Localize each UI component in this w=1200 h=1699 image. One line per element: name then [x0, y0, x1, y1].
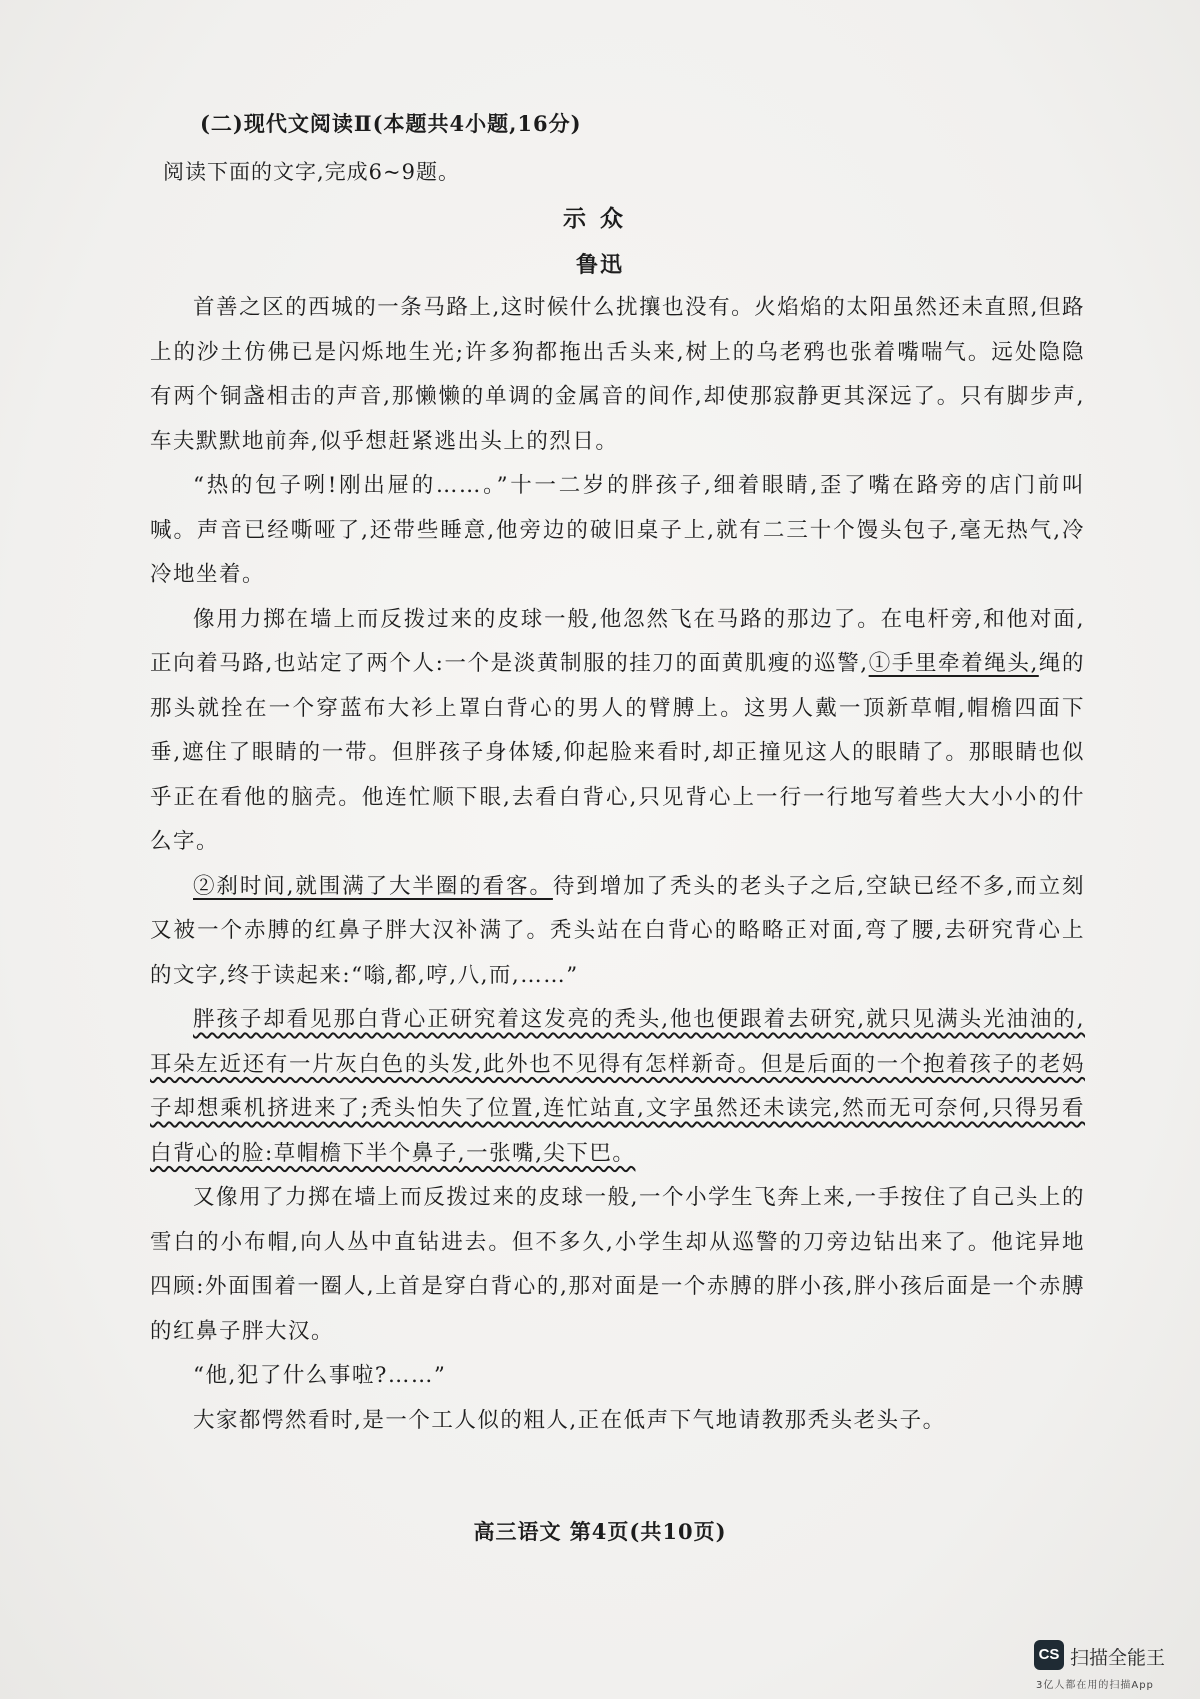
scanner-watermark	[1034, 1640, 1184, 1690]
watermark-app-name: 扫描全能王	[1070, 1647, 1166, 1669]
paragraph-1: 首善之区的西城的一条马路上,这时候什么扰攘也没有。火焰焰的太阳虽然还未直照,但路上的沙土仿佛已是闪烁地生光;许多狗都拖出舌头来,树上的乌老鸦也张着嘴喘气。远处隐隐有两个铜盏相击的声音,那懒懒的单调的金属音的间作,却使那寂静更其深远了。只有脚步声,车夫默默地前奔,似乎想赶紧逃出头上的烈日。	[150, 295, 1085, 454]
paragraph-3	[150, 598, 1085, 865]
paragraph-5-wavy-underlined	[150, 998, 1085, 1176]
wavy-underlined-passage: 胖孩子却看见那白背心正研究着这发亮的秃头,他也便跟着去研究,就只见满头光油油的,耳朵左近还有一片灰白色的头发,此外也不见得有怎样新奇。但是后面的一个抱着孩子的老妈子却想乘机挤进来了;秃头怕失了位置,连忙站直,文字虽然还未读完,然而无可奈何,只得另看白背心的脸:草帽檐下半个鼻子,一张嘴,尖下巴。	[150, 1007, 1085, 1166]
paragraph-4-text: 待到增加了秃头的老头子之后,空缺已经不多,而立刻又被一个赤膊的红鼻子胖大汉补满了。秃头站在白背心的略略正对面,弯了腰,去研究背心上的文字,终于读起来:“嗡,都,哼,八,而,……”	[150, 873, 1086, 988]
page-footer: 高三语文 第4页(共10页)	[473, 1519, 727, 1544]
paragraph-7: “他,犯了什么事啦?……”	[193, 1363, 447, 1388]
underlined-sentence-1: ①手里牵着绳头,	[868, 651, 1039, 676]
watermark-tagline: 3亿人都在用的扫描App	[1036, 1680, 1154, 1691]
paragraph-2: “热的包子咧!刚出屉的……。”十一二岁的胖孩子,细着眼睛,歪了嘴在路旁的店门前叫喊。声音已经嘶哑了,还带些睡意,他旁边的破旧桌子上,就有二三十个馒头包子,毫无热气,冷冷地坐着。	[150, 473, 1085, 587]
article-title: 示众	[563, 205, 637, 232]
article-author: 鲁迅	[575, 252, 624, 278]
paragraph-6: 又像用了力掷在墙上而反拨过来的皮球一般,一个小学生飞奔上来,一手按住了自己头上的雪白的小布帽,向人丛中直钻进去。但不多久,小学生却从巡警的刀旁边钻出来了。他诧异地四顾:外面围着一圈人,上首是穿白背心的,那对面是一个赤膊的胖小孩,胖小孩后面是一个赤膊的红鼻子胖大汉。	[150, 1185, 1085, 1344]
paragraph-3-text-b: 绳的那头就拴在一个穿蓝布大衫上罩白背心的男人的臂膊上。这男人戴一顶新草帽,帽檐四面下垂,遮住了眼睛的一带。但胖孩子身体矮,仰起脸来看时,却正撞见这人的眼睛了。那眼睛也似乎正在看他的脑壳。他连忙顺下眼,去看白背心,只见背心上一行一行地写着些大大小小的什么字。	[150, 651, 1085, 854]
camscanner-logo-icon: CS	[1034, 1640, 1064, 1670]
article-body	[150, 286, 1085, 1443]
paragraph-3-text-a: 像用力掷在墙上而反拨过来的皮球一般,他忽然飞在马路的那边了。在电杆旁,和他对面,正向着马路,也站定了两个人:一个是淡黄制服的挂刀的面黄肌瘦的巡警,	[150, 606, 1085, 676]
section-heading: (二)现代文阅读Ⅱ(本题共4小题,16分)	[200, 111, 582, 136]
paragraph-8: 大家都愕然看时,是一个工人似的粗人,正在低声下气地请教那秃头老头子。	[193, 1407, 946, 1433]
reading-instruction: 阅读下面的文字,完成6~9题。	[163, 160, 460, 184]
paragraph-4	[150, 865, 1085, 999]
underlined-sentence-2: ②刹时间,就围满了大半圈的看客。	[193, 873, 553, 899]
